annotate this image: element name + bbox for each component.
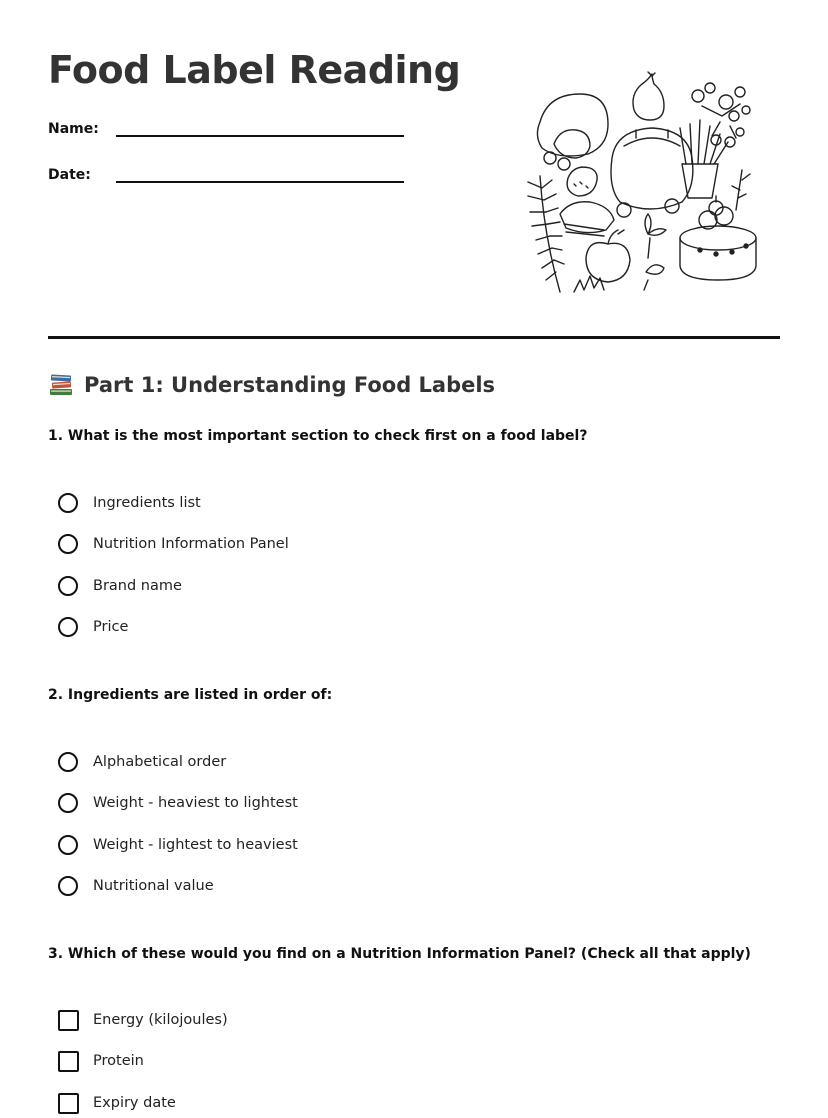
option-label: Expiry date: [93, 1095, 176, 1111]
option-label: Energy (kilojoules): [93, 1012, 228, 1028]
section-title: [48, 372, 495, 398]
radio-button[interactable]: [58, 793, 78, 813]
checkbox[interactable]: [58, 1010, 79, 1031]
radio-button[interactable]: [58, 493, 78, 513]
option-label: Protein: [93, 1053, 144, 1069]
food-doodle-illustration: [520, 66, 782, 298]
q3-option-3[interactable]: [58, 1091, 176, 1115]
checkbox[interactable]: [58, 1093, 79, 1114]
option-label: Alphabetical order: [93, 754, 227, 770]
q1-option-1[interactable]: [58, 491, 201, 515]
q2-option-1[interactable]: [58, 750, 226, 774]
radio-button[interactable]: [58, 576, 78, 596]
question-1: 1. What is the most important section to check first on a food label?: [48, 428, 588, 444]
option-label: Weight - lightest to heaviest: [93, 837, 298, 853]
name-line[interactable]: [116, 117, 404, 137]
option-label: Brand name: [93, 578, 182, 594]
section-title-text: Part 1: Understanding Food Labels: [84, 373, 496, 397]
option-label: Ingredients list: [93, 495, 201, 511]
checkbox[interactable]: [58, 1051, 79, 1072]
section-divider: [48, 336, 780, 339]
q1-option-4[interactable]: [58, 615, 128, 639]
radio-button[interactable]: [58, 617, 78, 637]
radio-button[interactable]: [58, 534, 78, 554]
name-label: Name:: [48, 121, 99, 137]
option-label: Nutrition Information Panel: [93, 536, 289, 552]
radio-button[interactable]: [58, 835, 78, 855]
option-label: Weight - heaviest to lightest: [93, 795, 298, 811]
q2-option-2[interactable]: [58, 791, 298, 815]
date-line[interactable]: [116, 163, 404, 183]
q2-option-3[interactable]: [58, 833, 298, 857]
option-label: Price: [93, 619, 129, 635]
books-icon: [48, 372, 74, 398]
date-label: Date:: [48, 167, 91, 183]
page-title: Food Label Reading: [48, 48, 461, 92]
q1-option-2[interactable]: [58, 532, 289, 556]
radio-button[interactable]: [58, 876, 78, 896]
q2-option-4[interactable]: [58, 874, 214, 898]
question-3: 3. Which of these would you find on a Nutrition Information Panel? (Check all that apply): [48, 946, 751, 962]
name-field[interactable]: [48, 117, 404, 137]
option-label: Nutritional value: [93, 878, 214, 894]
q1-option-3[interactable]: [58, 574, 182, 598]
radio-button[interactable]: [58, 752, 78, 772]
q3-option-2[interactable]: [58, 1049, 144, 1073]
q3-option-1[interactable]: [58, 1008, 228, 1032]
date-field[interactable]: [48, 163, 404, 183]
question-2: 2. Ingredients are listed in order of:: [48, 687, 333, 703]
